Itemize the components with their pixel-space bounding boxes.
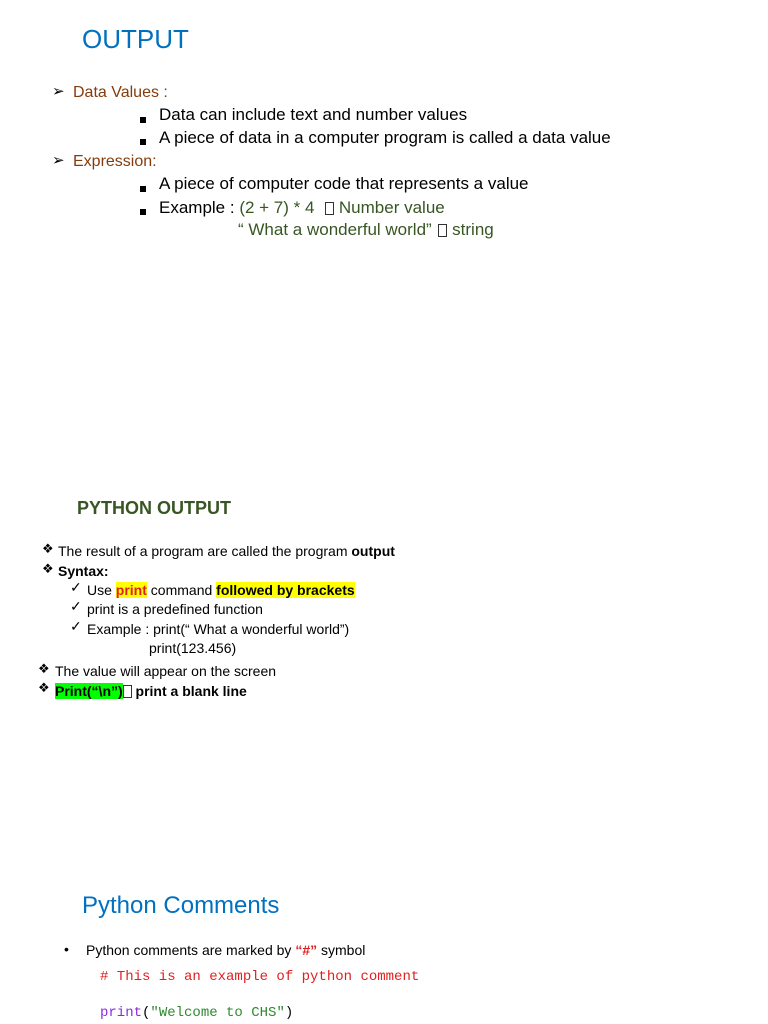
code-print-line <box>100 1005 293 1021</box>
output-title: OUTPUT <box>82 24 189 54</box>
command-text: command <box>146 582 217 598</box>
arrow-placeholder-icon <box>123 685 132 698</box>
data-values-heading: Data Values : <box>73 84 168 101</box>
check-icon: ✓ <box>70 579 82 595</box>
diamond-bullet-icon: ❖ <box>38 661 50 676</box>
square-bullet-icon <box>140 132 146 150</box>
example-expression: (2 + 7) * 4 <box>239 198 315 217</box>
arrow-bullet-icon: ➢ <box>52 152 65 169</box>
symbol-text: symbol <box>317 942 366 958</box>
example-result: Number value <box>338 198 445 217</box>
python-comments-title: Python Comments <box>82 892 280 919</box>
expression-example-2 <box>238 220 494 240</box>
output-definition-bold: output <box>351 543 395 559</box>
print-example-number: print(123.456) <box>149 640 237 656</box>
blank-line-text: print a blank line <box>131 683 247 699</box>
square-bullet-icon <box>140 202 146 220</box>
comments-text: Python comments are marked by <box>86 942 296 958</box>
data-values-bullet-2: A piece of data in a computer program is called a data value <box>159 128 611 147</box>
use-text: Use <box>87 582 116 598</box>
arrow-placeholder-icon <box>438 224 447 237</box>
print-newline-code: Print(“\n”) <box>55 683 123 699</box>
example-string-result: string <box>452 220 494 239</box>
arrow-placeholder-icon <box>325 202 334 215</box>
blank-line-tip <box>55 683 247 699</box>
arrow-bullet-icon: ➢ <box>52 83 65 100</box>
example-string: “ What a wonderful world” <box>238 220 432 239</box>
predefined-function-text: print is a predefined function <box>87 601 263 617</box>
code-open-paren: ( <box>142 1005 151 1021</box>
code-print-keyword: print <box>100 1005 143 1021</box>
output-definition <box>58 543 395 559</box>
syntax-label: Syntax: <box>58 563 109 579</box>
comments-description <box>86 942 365 958</box>
round-bullet-icon: • <box>64 941 69 957</box>
expression-bullet-1: A piece of computer code that represents a value <box>159 174 529 193</box>
diamond-bullet-icon: ❖ <box>38 680 50 695</box>
syntax-use-print <box>87 582 355 598</box>
hash-symbol: “#” <box>295 942 318 958</box>
diamond-bullet-icon: ❖ <box>42 561 54 576</box>
code-string: "Welcome to CHS" <box>150 1005 285 1021</box>
code-close-paren: ) <box>284 1005 294 1021</box>
output-definition-text: The result of a program are called the program <box>58 543 352 559</box>
python-output-title: PYTHON OUTPUT <box>77 498 232 518</box>
square-bullet-icon <box>140 179 146 197</box>
expression-heading: Expression: <box>73 153 157 170</box>
diamond-bullet-icon: ❖ <box>42 541 54 556</box>
square-bullet-icon <box>140 110 146 128</box>
print-example: Example : print(“ What a wonderful world”) <box>87 621 350 637</box>
data-values-bullet-1: Data can include text and number values <box>159 105 468 124</box>
value-appears-text: The value will appear on the screen <box>55 663 277 679</box>
code-comment-line: # This is an example of python comment <box>100 969 420 985</box>
followed-by-brackets: followed by brackets <box>216 582 355 598</box>
expression-example <box>159 198 445 218</box>
check-icon: ✓ <box>70 598 82 614</box>
print-keyword: print <box>115 582 147 598</box>
example-prefix: Example : <box>159 198 240 217</box>
check-icon: ✓ <box>70 618 82 634</box>
